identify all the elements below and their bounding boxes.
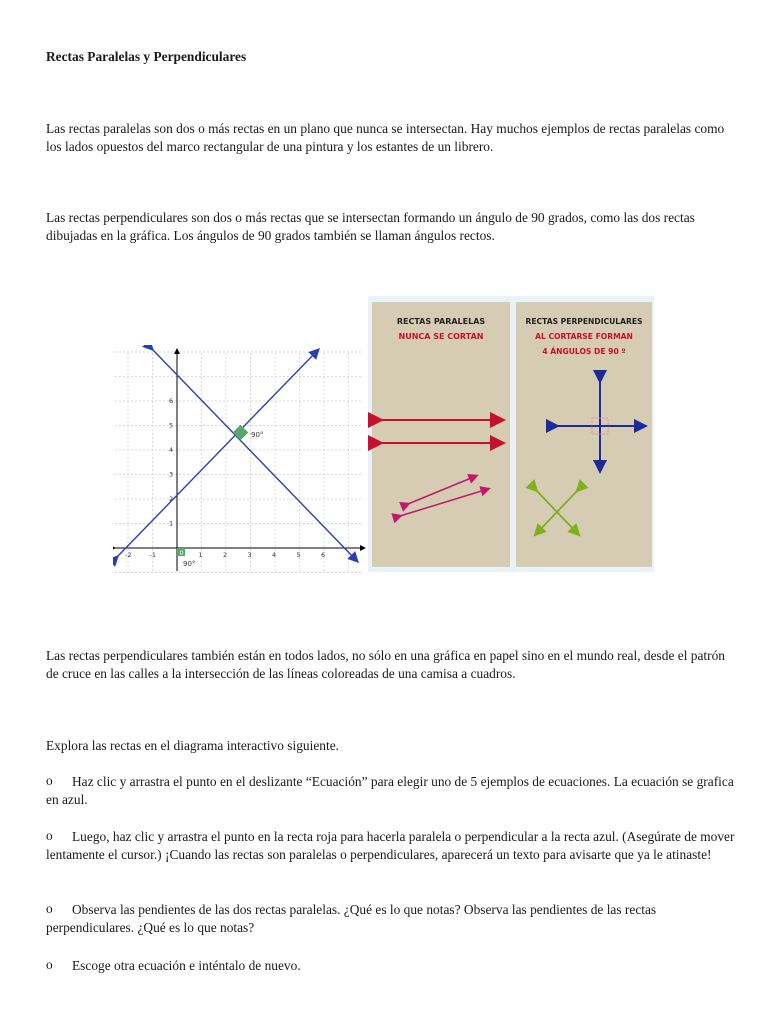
x-tick-labels <box>125 551 325 559</box>
poster-parallel <box>372 302 510 567</box>
blue-line-falling <box>149 349 357 561</box>
x-tick-label: -1 <box>149 551 156 559</box>
y-tick-label: 4 <box>169 446 174 454</box>
x-tick-label: 2 <box>223 551 228 559</box>
bullet-item-2: Luego, haz clic y arrastra el punto en la recta roja para hacerla paralela o perpendicular a la recta azul. (Asegúrate de mover lentamente el cursor.) ¡Cuando las rectas son paralelas o perpendiculares, aparecerá un texto para avisarte que ya le atinaste! <box>46 829 735 862</box>
poster-parallel-subtitle: NUNCA SE CORTAN <box>398 332 484 341</box>
x-tick-label: 3 <box>247 551 252 559</box>
bullet-marker-2: o <box>46 828 53 843</box>
explore-intro: Explora las rectas en el diagrama interactivo siguiente. <box>46 738 339 753</box>
poster-perpendicular-subtitle-1: AL CORTARSE FORMAN <box>535 332 633 341</box>
origin-zero-label: 0 <box>179 549 184 557</box>
bullet-item-4: Escoge otra ecuación e inténtalo de nuevo. <box>72 958 301 973</box>
y-tick-label: 1 <box>169 519 174 528</box>
poster-perpendicular-subtitle-2: 4 ÁNGULOS DE 90 º <box>542 347 626 356</box>
x-tick-label: 5 <box>296 551 301 559</box>
y-tick-label: 5 <box>169 421 174 430</box>
right-angle-marker-intersection <box>233 425 249 441</box>
bullet-marker-4: o <box>46 957 53 972</box>
x-tick-label: 4 <box>272 551 277 559</box>
bullet-marker-1: o <box>46 773 53 788</box>
bullet-marker-3: o <box>46 901 53 916</box>
paragraph-everywhere: Las rectas perpendiculares también están en todos lados, no sólo en una gráfica en papel sino en el mundo real, desde el patrón de cruce en las calles a la intersección de las líneas coloreadas de una camisa a cuadros. <box>46 648 725 681</box>
poster-parallel-title: RECTAS PARALELAS <box>396 317 486 326</box>
angle-label-intersection: 90° <box>251 431 264 439</box>
parallel-perpendicular-posters <box>368 296 654 572</box>
y-tick-label: 2 <box>169 495 174 503</box>
document-title: Rectas Paralelas y Perpendiculares <box>46 49 247 64</box>
paragraph-parallel: Las rectas paralelas son dos o más rectas en un plano que nunca se intersectan. Hay muchos ejemplos de rectas paralelas como los lados opuestos del marco rectangular de una pintura y los estantes de un librero. <box>46 121 725 154</box>
poster-perpendicular-title: RECTAS PERPENDICULARES <box>525 317 643 326</box>
y-tick-label: 6 <box>169 397 174 405</box>
y-tick-label: 3 <box>169 470 174 479</box>
graph-grid <box>115 352 363 573</box>
paragraph-perpendicular: Las rectas perpendiculares son dos o más rectas que se intersectan formando un ángulo de 90 grados, como las dos rectas dibujadas en la gráfica. Los ángulos de 90 grados también se llaman ángulos rectos. <box>46 210 695 243</box>
x-tick-label: -2 <box>125 551 132 559</box>
x-tick-label: 6 <box>321 551 326 559</box>
perpendicular-lines-graph <box>113 345 367 573</box>
y-tick-labels <box>169 397 173 528</box>
angle-label-origin: 90° <box>183 560 196 568</box>
poster-perpendicular <box>516 302 652 567</box>
x-tick-label: 1 <box>198 551 203 559</box>
blue-line-rising <box>117 350 318 557</box>
bullet-item-3: Observa las pendientes de las dos rectas paralelas. ¿Qué es lo que notas? Observa las pendientes de las rectas perpendiculares. ¿Qué es lo que notas? <box>46 902 657 935</box>
bullet-item-1: Haz clic y arrastra el punto en el deslizante “Ecuación” para elegir uno de 5 ejemplos de ecuaciones. La ecuación se grafica en azul. <box>46 774 734 807</box>
